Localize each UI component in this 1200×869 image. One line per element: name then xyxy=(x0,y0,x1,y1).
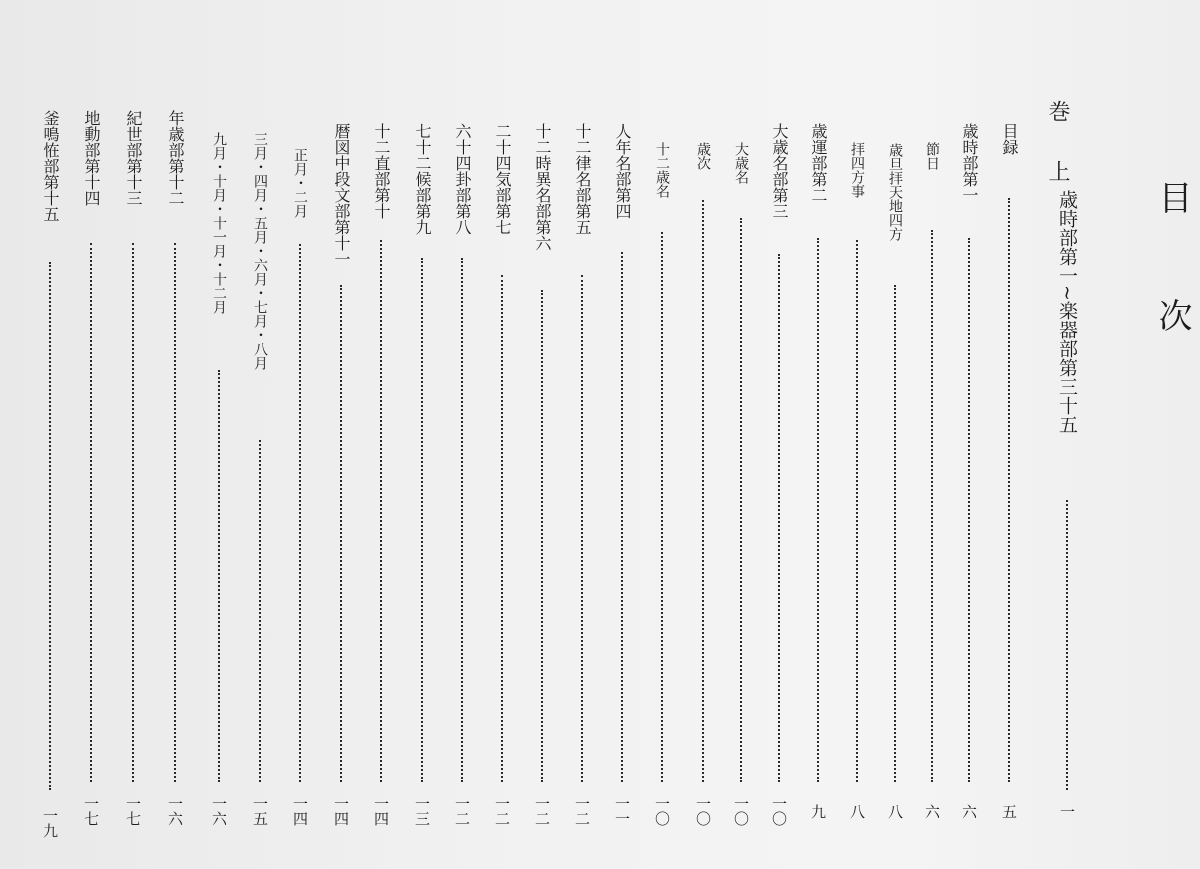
toc-entry-label: 人年名部第四 xyxy=(613,123,632,219)
leader-dots xyxy=(931,230,933,782)
toc-entry-page: 一三 xyxy=(413,796,431,826)
leader-dots xyxy=(740,218,742,782)
leader-dots xyxy=(340,285,342,782)
toc-entry[interactable] xyxy=(527,0,557,869)
toc-entry[interactable] xyxy=(160,0,190,869)
toc-entry-label: 六十四卦部第八 xyxy=(453,123,472,235)
toc-entry-page: 五 xyxy=(1000,804,1018,819)
toc-entry-label: 拝四方事 xyxy=(849,142,865,198)
leader-dots xyxy=(541,290,543,782)
toc-entry-page: 一四 xyxy=(332,796,350,826)
toc-entry[interactable] xyxy=(764,0,794,869)
toc-entry-page: 一七 xyxy=(124,796,142,826)
leader-dots xyxy=(581,275,583,782)
toc-entry-label: 二十四気部第七 xyxy=(493,123,512,235)
toc-entry-label: 七十二候部第九 xyxy=(413,123,432,235)
leader-dots xyxy=(218,370,220,782)
toc-entry-page: 一二 xyxy=(493,796,511,826)
leader-dots xyxy=(90,243,92,782)
toc-entry-page: 六 xyxy=(960,804,978,819)
toc-entry-page: 一六 xyxy=(166,796,184,826)
toc-entry-label: 三月・四月・五月・六月・七月・八月 xyxy=(252,132,268,370)
toc-entry-label: 十二直部第十 xyxy=(372,123,391,219)
toc-entry-label: 歳時部第一~楽器部第三十五 xyxy=(1056,190,1078,434)
toc-entry-label: 正月・二月 xyxy=(292,148,308,218)
toc-entry[interactable] xyxy=(366,0,396,869)
toc-entry-label: 十二時異名部第六 xyxy=(533,123,552,251)
toc-entry-label: 歳時部第一 xyxy=(960,123,979,203)
toc-entry-label: 歳次 xyxy=(695,142,711,170)
leader-dots xyxy=(1008,198,1010,782)
toc-entry-page: 一〇 xyxy=(653,796,671,826)
volume-heading: 巻上 xyxy=(1045,100,1070,220)
toc-entry[interactable] xyxy=(647,0,677,869)
leader-dots xyxy=(259,440,261,782)
toc-entry[interactable] xyxy=(880,0,910,869)
toc-entry-page: 一〇 xyxy=(732,796,750,826)
toc-entry-page: 一二 xyxy=(453,796,471,826)
toc-entry[interactable] xyxy=(245,0,275,869)
toc-entry[interactable] xyxy=(285,0,315,869)
toc-entry-page: 一九 xyxy=(41,808,59,838)
toc-entry-page: 六 xyxy=(923,804,941,819)
toc-entry-page: 一〇 xyxy=(770,796,788,826)
toc-entry-label: 節日 xyxy=(924,142,940,170)
toc-entry-label: 年歳部第十二 xyxy=(166,110,185,206)
toc-entry-page: 一六 xyxy=(210,796,228,826)
toc-entry[interactable] xyxy=(447,0,477,869)
toc-entry-label: 大歳名部第三 xyxy=(770,123,789,219)
toc-entry-label: 暦図中段文部第十一 xyxy=(332,123,351,267)
toc-entry[interactable] xyxy=(842,0,872,869)
toc-entry-label: 歳運部第二 xyxy=(809,123,828,203)
toc-entry-page: 一二 xyxy=(573,796,591,826)
toc-entry-page: 一二 xyxy=(533,796,551,826)
leader-dots xyxy=(817,238,819,782)
toc-entry-page: 一一 xyxy=(613,796,631,826)
toc-entry-page: 八 xyxy=(886,804,904,819)
toc-entry-label: 目録 xyxy=(1000,123,1019,155)
toc-entry-page: 一四 xyxy=(291,796,309,826)
toc-entry[interactable] xyxy=(803,0,833,869)
toc-entry-page: 一五 xyxy=(251,796,269,826)
toc-entry-page: 八 xyxy=(848,804,866,819)
toc-entry-label: 九月・十月・十一月・十二月 xyxy=(211,132,227,314)
toc-entry-label: 地動部第十四 xyxy=(82,110,101,206)
leader-dots xyxy=(1066,500,1068,790)
toc-entry[interactable] xyxy=(688,0,718,869)
toc-entry[interactable] xyxy=(487,0,517,869)
leader-dots xyxy=(501,275,503,782)
toc-entry-label: 歳旦拝天地四方 xyxy=(887,143,903,241)
leader-dots xyxy=(968,238,970,782)
leader-dots xyxy=(461,258,463,782)
toc-entry-volume-range[interactable] xyxy=(1052,0,1082,869)
toc-entry[interactable] xyxy=(76,0,106,869)
toc-entry-page: 一〇 xyxy=(694,796,712,826)
leader-dots xyxy=(894,285,896,782)
toc-entry-page: 一七 xyxy=(82,796,100,826)
leader-dots xyxy=(661,232,663,782)
toc-entry[interactable] xyxy=(118,0,148,869)
toc-entry[interactable] xyxy=(607,0,637,869)
toc-entry[interactable] xyxy=(204,0,234,869)
page-title: 目次 xyxy=(1152,180,1192,416)
toc-entry-label: 十二律名部第五 xyxy=(573,123,592,235)
leader-dots xyxy=(299,244,301,782)
toc-entry-page: 一 xyxy=(1058,804,1076,819)
leader-dots xyxy=(380,240,382,782)
leader-dots xyxy=(621,252,623,782)
leader-dots xyxy=(132,243,134,782)
toc-entry-label: 十二歳名 xyxy=(654,142,670,198)
leader-dots xyxy=(778,254,780,782)
toc-entry-page: 一四 xyxy=(372,796,390,826)
toc-entry-label: 大歳名 xyxy=(733,142,749,184)
toc-entry-label: 釜鳴恠部第十五 xyxy=(41,110,60,222)
leader-dots xyxy=(421,258,423,782)
toc-entry-label: 紀世部第十三 xyxy=(124,110,143,206)
toc-entry[interactable] xyxy=(35,0,65,869)
toc-entry[interactable] xyxy=(567,0,597,869)
leader-dots xyxy=(702,200,704,782)
leader-dots xyxy=(49,262,51,790)
toc-entry-page: 九 xyxy=(809,804,827,819)
toc-entry[interactable] xyxy=(326,0,356,869)
toc-entry[interactable] xyxy=(407,0,437,869)
leader-dots xyxy=(174,243,176,782)
toc-entry[interactable] xyxy=(726,0,756,869)
leader-dots xyxy=(856,240,858,782)
toc-entry[interactable] xyxy=(954,0,984,869)
toc-entry[interactable] xyxy=(917,0,947,869)
toc-entry[interactable] xyxy=(994,0,1024,869)
